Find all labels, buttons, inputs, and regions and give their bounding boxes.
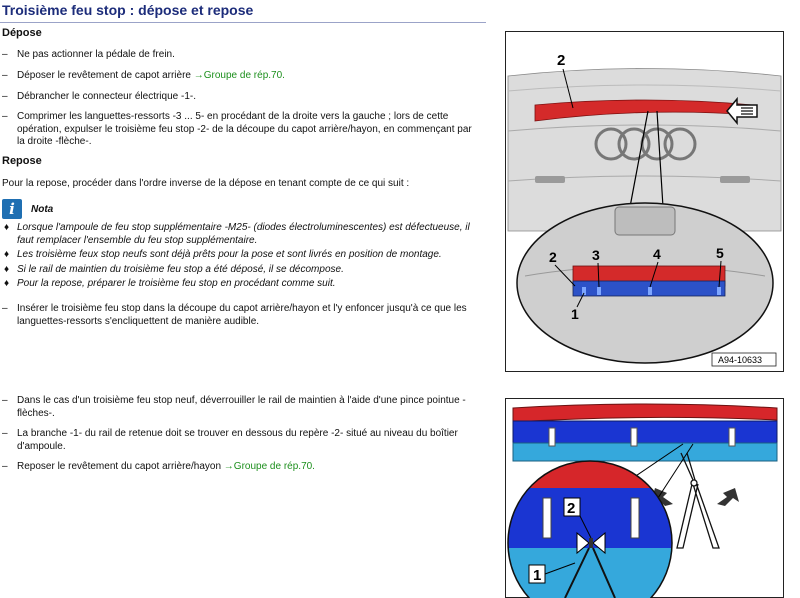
step-text-line: opération, expulser le troisième feu stop -2- de la découpe du capot arrière/hayon, en commençant par: [17, 123, 472, 135]
step-text-line: d'ampoule.: [17, 440, 66, 452]
step-text: Reposer le revêtement du capot arrière/hayon: [17, 461, 224, 472]
callout-label-3: 3: [592, 247, 600, 263]
note-item: [4, 249, 484, 262]
note-header: [2, 199, 53, 219]
figure-ref: A94-10633: [718, 355, 763, 365]
callout-label-2: 2: [557, 52, 566, 69]
callout-label-2: 2: [567, 500, 576, 517]
diamond-bullet-icon: ♦: [4, 263, 10, 275]
step-dash: –: [2, 395, 8, 406]
figure-third-brake-light-removal: [505, 31, 784, 372]
step-depose-4: [2, 111, 486, 149]
callout-label-2: 2: [549, 249, 557, 265]
note-item: [4, 264, 484, 277]
step-dash: –: [2, 303, 8, 314]
diamond-bullet-icon: ♦: [4, 222, 10, 233]
callout-label-5: 5: [716, 245, 724, 261]
step-depose-2: [2, 70, 486, 83]
step-depose-1: [2, 49, 486, 62]
diamond-bullet-icon: ♦: [4, 249, 10, 260]
step-dash: –: [2, 91, 8, 102]
note-text-line: Les troisième feux stop neufs sont déjà prêts pour la pose et sont livrés en position de montage.: [17, 249, 442, 260]
step-text-line: La branche -1- du rail de retenue doit se trouver en dessous du repère -2- situé au niveau du boîtier: [17, 428, 458, 439]
diamond-bullet-icon: ♦: [4, 278, 10, 289]
step-text-line: flèches-.: [17, 407, 55, 419]
title-rule: [0, 22, 486, 23]
step-dash: –: [2, 70, 8, 81]
step-dash: –: [2, 461, 8, 472]
note-item: [4, 222, 484, 247]
step-dash: –: [2, 49, 8, 60]
note-text-line: Lorsque l'ampoule de feu stop supplémentaire -M25- (diodes électroluminescentes) est défectueuse, il: [17, 222, 470, 233]
callout-label-1: 1: [533, 567, 542, 584]
info-icon: i: [2, 199, 22, 219]
step-text: Débrancher le connecteur électrique -1-.: [17, 91, 196, 102]
figure-rail-unlock: [505, 398, 784, 598]
repair-group-link[interactable]: →Groupe de rép.70.: [193, 70, 285, 81]
step-text-line: Dans le cas d'un troisième feu stop neuf, déverrouiller le rail de maintien à l'aide d'une pince pointue -: [17, 395, 466, 406]
note-text-line: Si le rail de maintien du troisième feu stop a été déposé, il se décompose.: [17, 263, 344, 275]
step-repose-2: [2, 395, 486, 420]
step-text-line: languettes-ressorts s'encliquettent de manière audible.: [17, 315, 260, 327]
step-dash: –: [2, 428, 8, 439]
note-item: [4, 278, 484, 291]
step-dash: –: [2, 111, 8, 122]
callout-label-1: 1: [571, 306, 579, 322]
step-text: Déposer le revêtement de capot arrière: [17, 70, 194, 81]
note-list: [4, 222, 484, 293]
step-depose-3: [2, 91, 486, 104]
note-text-line: Pour la repose, préparer le troisième feu stop en procédant comme suit.: [17, 278, 336, 289]
step-text-line: Comprimer les languettes-ressorts -3 ... 5- en procédant de la droite vers la gauche ; lors de cette: [17, 111, 449, 122]
callout-label-4: 4: [653, 246, 661, 262]
step-repose-4: [2, 461, 486, 474]
step-text-line: Insérer le troisième feu stop dans la découpe du capot arrière/hayon et l'y enfoncer jusqu'à ce que les: [17, 303, 467, 314]
depose-heading: Dépose: [2, 27, 42, 39]
note-label: Nota: [31, 203, 54, 215]
note-text-line: faut remplacer l'ensemble du feu stop supplémentaire.: [17, 234, 258, 246]
repose-intro: Pour la repose, procéder dans l'ordre inverse de la dépose en tenant compte de ce qui suit :: [2, 178, 410, 189]
repose-heading: Repose: [2, 155, 42, 167]
page-title: Troisième feu stop : dépose et repose: [2, 2, 254, 18]
repair-group-link[interactable]: →Groupe de rép.70.: [223, 461, 315, 472]
step-repose-3: [2, 428, 486, 453]
step-repose-1: [2, 303, 486, 328]
step-text: Ne pas actionner la pédale de frein.: [17, 49, 175, 60]
step-text-line: la droite -flèche-.: [17, 136, 92, 147]
